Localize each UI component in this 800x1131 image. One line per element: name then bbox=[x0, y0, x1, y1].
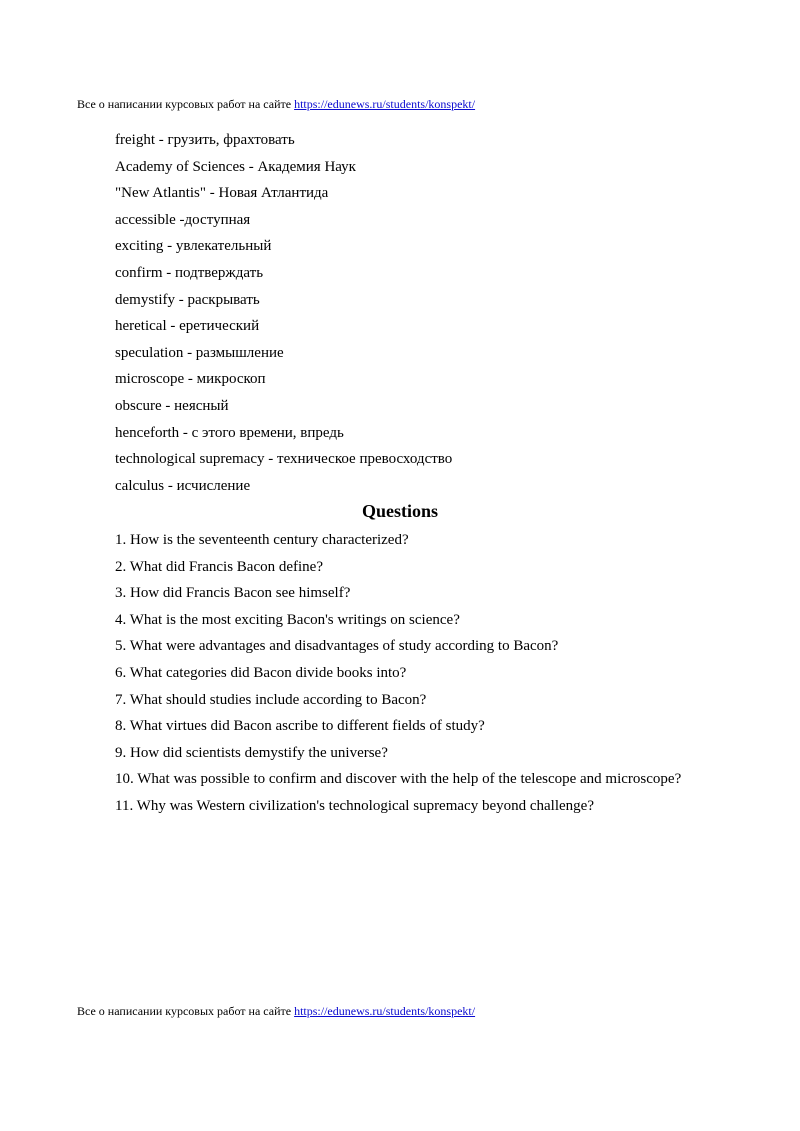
vocab-item: confirm - подтверждать bbox=[115, 264, 264, 281]
question-item: 9. How did scientists demystify the universe? bbox=[115, 744, 388, 761]
page-footer-note bbox=[77, 1004, 475, 1018]
footer-note-text: Все о написании курсовых работ на сайте bbox=[77, 1004, 292, 1018]
question-item: 3. How did Francis Bacon see himself? bbox=[115, 585, 351, 602]
footer-link[interactable]: https://edunews.ru/students/konspekt/ bbox=[294, 1004, 476, 1018]
question-item: 5. What were advantages and disadvantages of study according to Bacon? bbox=[115, 638, 559, 655]
question-item: 4. What is the most exciting Bacon's writings on science? bbox=[115, 611, 460, 628]
vocabulary-list bbox=[115, 127, 452, 499]
vocab-item: demystify - раскрывать bbox=[115, 291, 260, 308]
questions-heading: Questions bbox=[361, 501, 439, 521]
questions-list bbox=[115, 527, 681, 820]
header-link[interactable]: https://edunews.ru/students/konspekt/ bbox=[294, 97, 476, 111]
page-header-note bbox=[77, 97, 475, 111]
question-item: 10. What was possible to confirm and discover with the help of the telescope and microscope? bbox=[115, 771, 682, 788]
vocab-item: heretical - еретический bbox=[115, 318, 260, 335]
vocab-item: speculation - размышление bbox=[115, 344, 284, 361]
question-item: 8. What virtues did Bacon ascribe to different fields of study? bbox=[115, 718, 485, 735]
question-item: 6. What categories did Bacon divide books into? bbox=[115, 664, 407, 681]
vocab-item: accessible -доступная bbox=[115, 211, 251, 228]
vocab-item: calculus - исчисление bbox=[115, 477, 251, 494]
vocab-item: "New Atlantis" - Новая Атлантида bbox=[115, 185, 329, 202]
question-item: 1. How is the seventeenth century characterized? bbox=[115, 532, 409, 548]
vocab-item: microscope - микроскоп bbox=[115, 371, 266, 388]
vocab-item: obscure - неясный bbox=[115, 397, 229, 414]
vocab-item: technological supremacy - техническое превосходство bbox=[115, 451, 453, 468]
question-item: 2. What did Francis Bacon define? bbox=[115, 558, 323, 575]
question-item: 7. What should studies include according to Bacon? bbox=[115, 691, 427, 708]
vocab-item: henceforth - с этого времени, впредь bbox=[115, 424, 344, 441]
vocab-item: Academy of Sciences - Академия Наук bbox=[115, 158, 356, 175]
question-item: 11. Why was Western civilization's technological supremacy beyond challenge? bbox=[115, 797, 594, 814]
vocab-item: freight - грузить, фрахтовать bbox=[115, 132, 295, 148]
vocab-item: exciting - увлекательный bbox=[115, 238, 272, 255]
header-note-text: Все о написании курсовых работ на сайте bbox=[77, 97, 292, 111]
